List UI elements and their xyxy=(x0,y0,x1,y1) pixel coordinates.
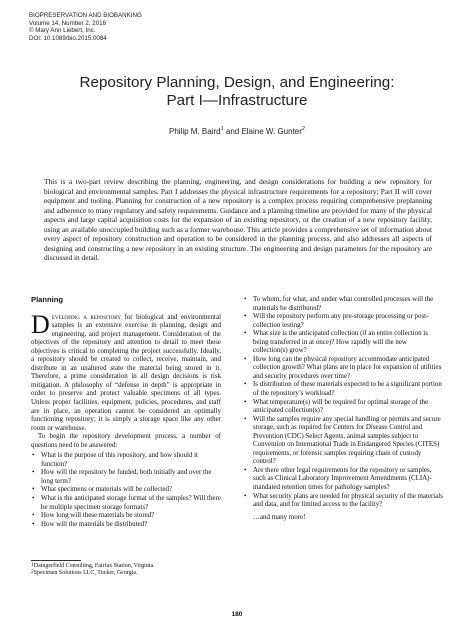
question-list-right xyxy=(243,295,443,509)
planning-paragraph-1 xyxy=(31,309,221,433)
paragraph-text: for biological and environmental samples is an extensive exercise in planning, design and engineering, and project management. Consideration of the objectives of the repository and attention to detail to meet these objectives is critical to completing the project successfully. Ideally, a repository should be created to collect, receive, maintain, and distribute in an unaltered state the material being stored in it. Therefore, a prime consideration in all design decisions is risk mitigation. A philosophy of “defense in depth” is appropriate in order to preserve and protect valuable specimens of all types. Unless proper facilities, equipment, policies, procedures, and staff are in place, an operation cannot be considered an optimally functioning repository; it is simply a storage space like any other room or warehouse. xyxy=(31,312,221,432)
page-number: 180 xyxy=(231,611,243,618)
author-name: Elaine W. Gunter xyxy=(241,127,302,136)
list-item: • Will the samples require any special handling or permits and secure storage, such as required for Centers for Disease Control and Prevention (CDC) Select Agents, animal samples subject to Convention on International Trade in Endangered Species (CITES) requirements, or forensic samples requiring chain of custody control? xyxy=(243,415,443,466)
left-column xyxy=(31,296,221,528)
journal-volume: Volume 14, Number 2, 2016 xyxy=(29,19,107,27)
article-title xyxy=(0,74,474,110)
footnote-marker: 2 xyxy=(31,569,34,576)
list-item: • Are there other legal requirements for the repository or samples, such as Clinical Laboratory Improvement Amendments (CLIA)-mandated retention times for pathology samples? xyxy=(243,466,443,492)
list-item: • What specimens or materials will be collected? xyxy=(31,485,221,494)
article-title-line1: Repository Planning, Design, and Engineering: xyxy=(79,74,395,91)
lead-in-smallcaps: eveloping a repository xyxy=(51,312,121,321)
drop-cap: D xyxy=(31,309,50,339)
journal-copyright: © Mary Ann Liebert, Inc. xyxy=(29,27,96,35)
list-item: • How will the materials be distributed? xyxy=(31,520,221,529)
journal-doi: DOI: 10.1089/bio.2015.0084 xyxy=(29,34,107,42)
affiliation-marker: 2 xyxy=(301,126,305,132)
abstract: This is a two-part review describing the planning, engineering, and design considerations for building a new repository for biological and environmental samples. Part I addresses the physical infrastructure requirements for a repository; Part II will cover equipment and tooling. Planning for construction of a new repository is a complex process requiring comprehensive preplanning and adherence to many regulatory and safety requirements. Guidance and a planning timeline are provided for many of the physical aspects and large capital acquisition costs for the expansion of an existing repository, or the creation of a new repository facility, using an available unoccupied building such as a former warehouse. This article provides a comprehensive set of information about every aspect of repository construction and operation to be considered in the planning process, and also addresses all aspects of designing and constructing a new repository in an existing structure. The engineering and design parameters for the repository are discussed in detail. xyxy=(44,177,432,263)
list-item: • What is the anticipated storage format of the samples? Will there be multiple specimen storage formats? xyxy=(31,494,221,511)
journal-header xyxy=(29,12,142,42)
footnotes xyxy=(31,563,155,577)
footnote xyxy=(31,563,155,570)
list-item: • How will the repository be funded, both initially and over the long term? xyxy=(31,468,221,485)
list-item: • How long can the physical repository accommodate anticipated collection growth? What plans are in place for expansion of utilities and security procedures over time? xyxy=(243,355,443,381)
list-item: • To whom, for what, and under what controlled processes will the materials be distributed? xyxy=(243,295,443,312)
planning-paragraph-2: To begin the repository development process, a number of questions need to be answered: xyxy=(31,432,221,449)
footnote-text: Daingerfield Consulting, Fairfax Station, Virginia. xyxy=(33,563,155,569)
affiliation-marker: 1 xyxy=(220,126,224,132)
list-item: • What size is the anticipated collection (if an entire collection is being transferred in at once)? How rapidly will the new collection(s) grow? xyxy=(243,329,443,355)
author-name: Philip M. Baird xyxy=(169,127,221,136)
list-item: • What temperature(s) will be required for optimal storage of the anticipated collection(s)? xyxy=(243,398,443,415)
section-heading-planning: Planning xyxy=(31,295,64,304)
list-item: • How long will these materials be stored? xyxy=(31,511,221,520)
list-item: • What security plans are needed for physical security of the materials and data, and for limited access to the facility? xyxy=(243,492,443,509)
author-separator: and xyxy=(223,127,242,136)
article-title-line2: Part I—Infrastructure xyxy=(166,92,308,109)
list-item: • What is the purpose of this repository, and how should it function? xyxy=(31,451,221,468)
footnote-marker: 1 xyxy=(31,562,34,568)
closing-line: …and many more! xyxy=(253,512,306,521)
list-item: • Is distribution of these materials expected to be a significant portion of the repository’s workload? xyxy=(243,380,443,397)
footnote-text: Specimen Solutions LLC, Tucker, Georgia. xyxy=(33,570,138,577)
journal-name: BIOPRESERVATION AND BIOBANKING xyxy=(29,12,142,19)
footnote-divider xyxy=(31,560,81,561)
author-list xyxy=(0,127,474,136)
footnote xyxy=(31,570,155,577)
list-item: • Will the repository perform any pre-storage processing or post-collection testing? xyxy=(243,312,443,329)
question-list-left xyxy=(31,451,221,528)
right-column xyxy=(243,293,443,521)
